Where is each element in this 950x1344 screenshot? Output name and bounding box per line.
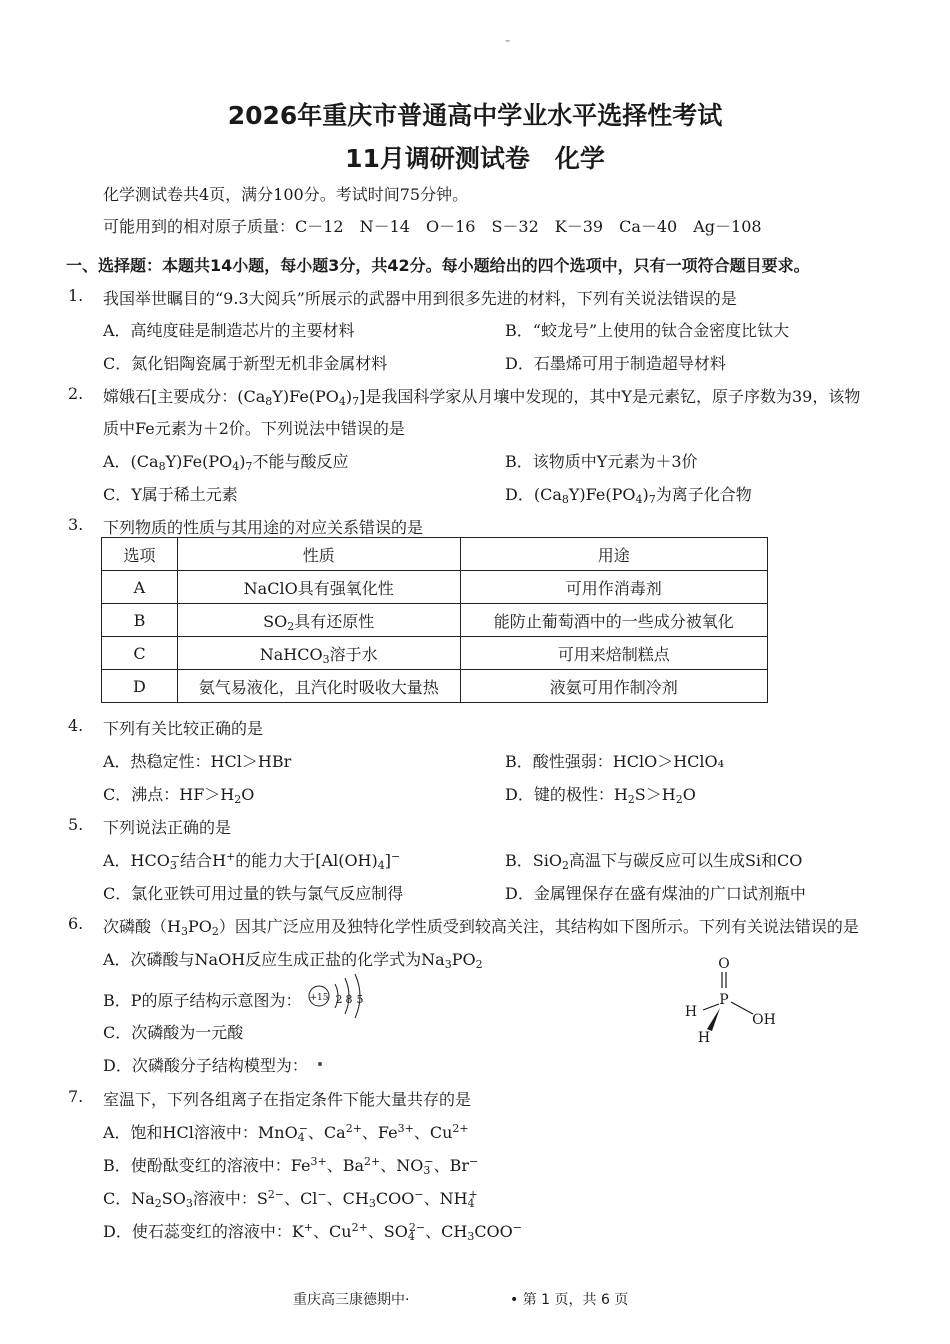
atom-h-1: H <box>684 1004 698 1020</box>
q5-option-c: C．氯化亚铁可用过量的铁与氯气反应制得 <box>103 884 404 903</box>
table-cell-option: D <box>102 670 178 703</box>
q2-option-b: B．该物质中Y元素为＋3价 <box>505 452 698 471</box>
table-row <box>102 604 768 637</box>
q1-option-d: D．石墨烯可用于制造超导材料 <box>505 354 726 373</box>
q2-option-a: A．$(Ca_8Y)Fe(PO_4)_7$不能与酸反应 <box>103 452 349 473</box>
exam-title: 2026年重庆市普通高中学业水平选择性考试 <box>227 101 723 130</box>
q6-option-d: D．次磷酸分子结构模型为： <box>103 1056 308 1075</box>
q6-option-a: A．次磷酸与NaOH反应生成正盐的化学式为$Na_3PO_2$ <box>103 950 483 971</box>
atom-shell-3: 5 <box>356 993 364 1006</box>
q5-option-b: B．SiO$_2$高温下与碳反应可以生成Si和CO <box>505 851 803 872</box>
q1-stem: 我国举世瞩目的“9.3大阅兵”所展示的武器中用到很多先进的材料，下列有关说法错误的是 <box>103 289 737 308</box>
molecule-model-dot <box>318 1062 322 1066</box>
table-cell-option: B <box>102 604 178 637</box>
q4-option-a: A．热稳定性：HCl＞HBr <box>103 752 292 771</box>
q1-option-b: B．“蛟龙号”上使用的钛合金密度比钛大 <box>505 321 790 340</box>
table-header-row <box>102 538 768 571</box>
atom-shell-2: 8 <box>345 993 353 1006</box>
q7-option-d: D．使石蕊变红的溶液中：K+、$Cu^{2+}$、$SO_4^{2-}$、$CH_3COO^-$ <box>103 1221 523 1243</box>
q4-option-d: D．键的极性：$H_2S>H_2O$ <box>505 785 696 806</box>
section-heading: 一、选择题：本题共14小题，每小题3分，共42分。每小题给出的四个选项中，只有一项符合题目要求。 <box>66 256 810 275</box>
q7-number: 7. <box>68 1087 84 1106</box>
table-cell-option: A <box>102 571 178 604</box>
table-cell-property: NaHCO$_3$溶于水 <box>177 637 460 670</box>
q1-option-c: C．氮化铝陶瓷属于新型无机非金属材料 <box>103 354 388 373</box>
table-cell-use: 能防止葡萄酒中的一些成分被氧化 <box>460 604 768 637</box>
q2-option-c: C．Y属于稀土元素 <box>103 485 238 504</box>
exam-subtitle: 11月调研测试卷 化学 <box>345 144 605 173</box>
q7-option-b: B．使酚酞变红的溶液中：$Fe^{3+}$、$Ba^{2+}$、$NO_3^-$、Br− <box>103 1155 479 1177</box>
phosphorus-atom-diagram <box>305 972 373 1020</box>
q4-stem: 下列有关比较正确的是 <box>103 719 264 738</box>
footer-page-number: • 第 1 页，共 6 页 <box>510 1292 629 1308</box>
q7-option-a: A．饱和HCl溶液中：MnO$_4$−、$Ca^{2+}$、$Fe^{3+}$、$Cu^{2+}$ <box>103 1122 469 1144</box>
table-cell-use: 可用来焙制糕点 <box>460 637 768 670</box>
q2-number: 2. <box>68 384 84 403</box>
q4-number: 4. <box>68 716 84 735</box>
table-cell-property: NaClO具有强氧化性 <box>177 571 460 604</box>
q6-stem: 次磷酸$(H_3PO_2)$因其广泛应用及独特化学性质受到较高关注，其结构如下图所示。下列有关说法错误的是 <box>103 917 859 938</box>
table-header-cell: 用途 <box>460 538 768 571</box>
table-header-cell: 性质 <box>177 538 460 571</box>
q4-option-b: B．酸性强弱：HClO＞HClO₄ <box>505 752 725 771</box>
table-cell-property: 氨气易液化，且汽化时吸收大量热 <box>177 670 460 703</box>
q5-stem: 下列说法正确的是 <box>103 818 232 837</box>
footer-left: 重庆高三康德期中· <box>293 1292 410 1308</box>
q3-stem: 下列物质的性质与其用途的对应关系错误的是 <box>103 518 424 537</box>
q5-option-d: D．金属锂保存在盛有煤油的广口试剂瓶中 <box>505 884 806 903</box>
table-row <box>102 670 768 703</box>
hypophosphorous-acid-structure <box>675 952 785 1048</box>
q6-number: 6. <box>68 914 84 933</box>
atom-h-2: H <box>697 1030 711 1046</box>
table-cell-property: $SO_2$具有还原性 <box>177 604 460 637</box>
atom-shell-1: 2 <box>335 993 343 1006</box>
q5-number: 5. <box>68 815 84 834</box>
q1-number: 1. <box>68 286 84 305</box>
q4-option-c: C．沸点：$HF>H_2O$ <box>103 785 255 806</box>
atom-nucleus-label: +15 <box>309 993 329 1003</box>
atom-p: P <box>719 992 729 1008</box>
group-oh: OH <box>752 1012 776 1028</box>
table-cell-use: 可用作消毒剂 <box>460 571 768 604</box>
q2-option-d: D．$(Ca_8Y)Fe(PO_4)_7$为离子化合物 <box>505 485 752 506</box>
atom-o: O <box>718 956 730 972</box>
table-cell-use: 液氨可用作制冷剂 <box>460 670 768 703</box>
intro-line-1: 化学测试卷共4页，满分100分。考试时间75分钟。 <box>103 185 469 204</box>
table-cell-option: C <box>102 637 178 670</box>
q2-stem-line-2: 质中Fe元素为＋2价。下列说法中错误的是 <box>103 419 405 438</box>
q6-option-b: B．P的原子结构示意图为： <box>103 991 302 1010</box>
table-row <box>102 637 768 670</box>
q5-option-a: A．$HCO_3^-$结合H+的能力大于$[Al(OH)_4]^-$ <box>103 850 401 872</box>
q7-option-c: C．$Na_2SO_3$溶液中：$S^{2-}$、Cl−、$CH_3COO^-$、$NH_4^+$ <box>103 1188 478 1210</box>
table-row <box>102 571 768 604</box>
q1-option-a: A．高纯度硅是制造芯片的主要材料 <box>103 321 355 340</box>
header-mark: - <box>505 30 511 49</box>
q6-option-c: C．次磷酸为一元酸 <box>103 1023 244 1042</box>
q3-table <box>101 537 768 703</box>
q7-stem: 室温下，下列各组离子在指定条件下能大量共存的是 <box>103 1090 472 1109</box>
q3-number: 3. <box>68 515 84 534</box>
table-header-cell: 选项 <box>102 538 178 571</box>
q2-stem-line-1: 嫦娥石[主要成分：$(Ca_8Y)Fe(PO_4)_7$]是我国科学家从月壤中发现的，其中Y是元素钇，原子序数为39，该物 <box>103 387 861 408</box>
intro-line-2: 可能用到的相对原子质量：C－12 N－14 O－16 S－32 K－39 Ca－40 Ag－108 <box>103 217 762 236</box>
